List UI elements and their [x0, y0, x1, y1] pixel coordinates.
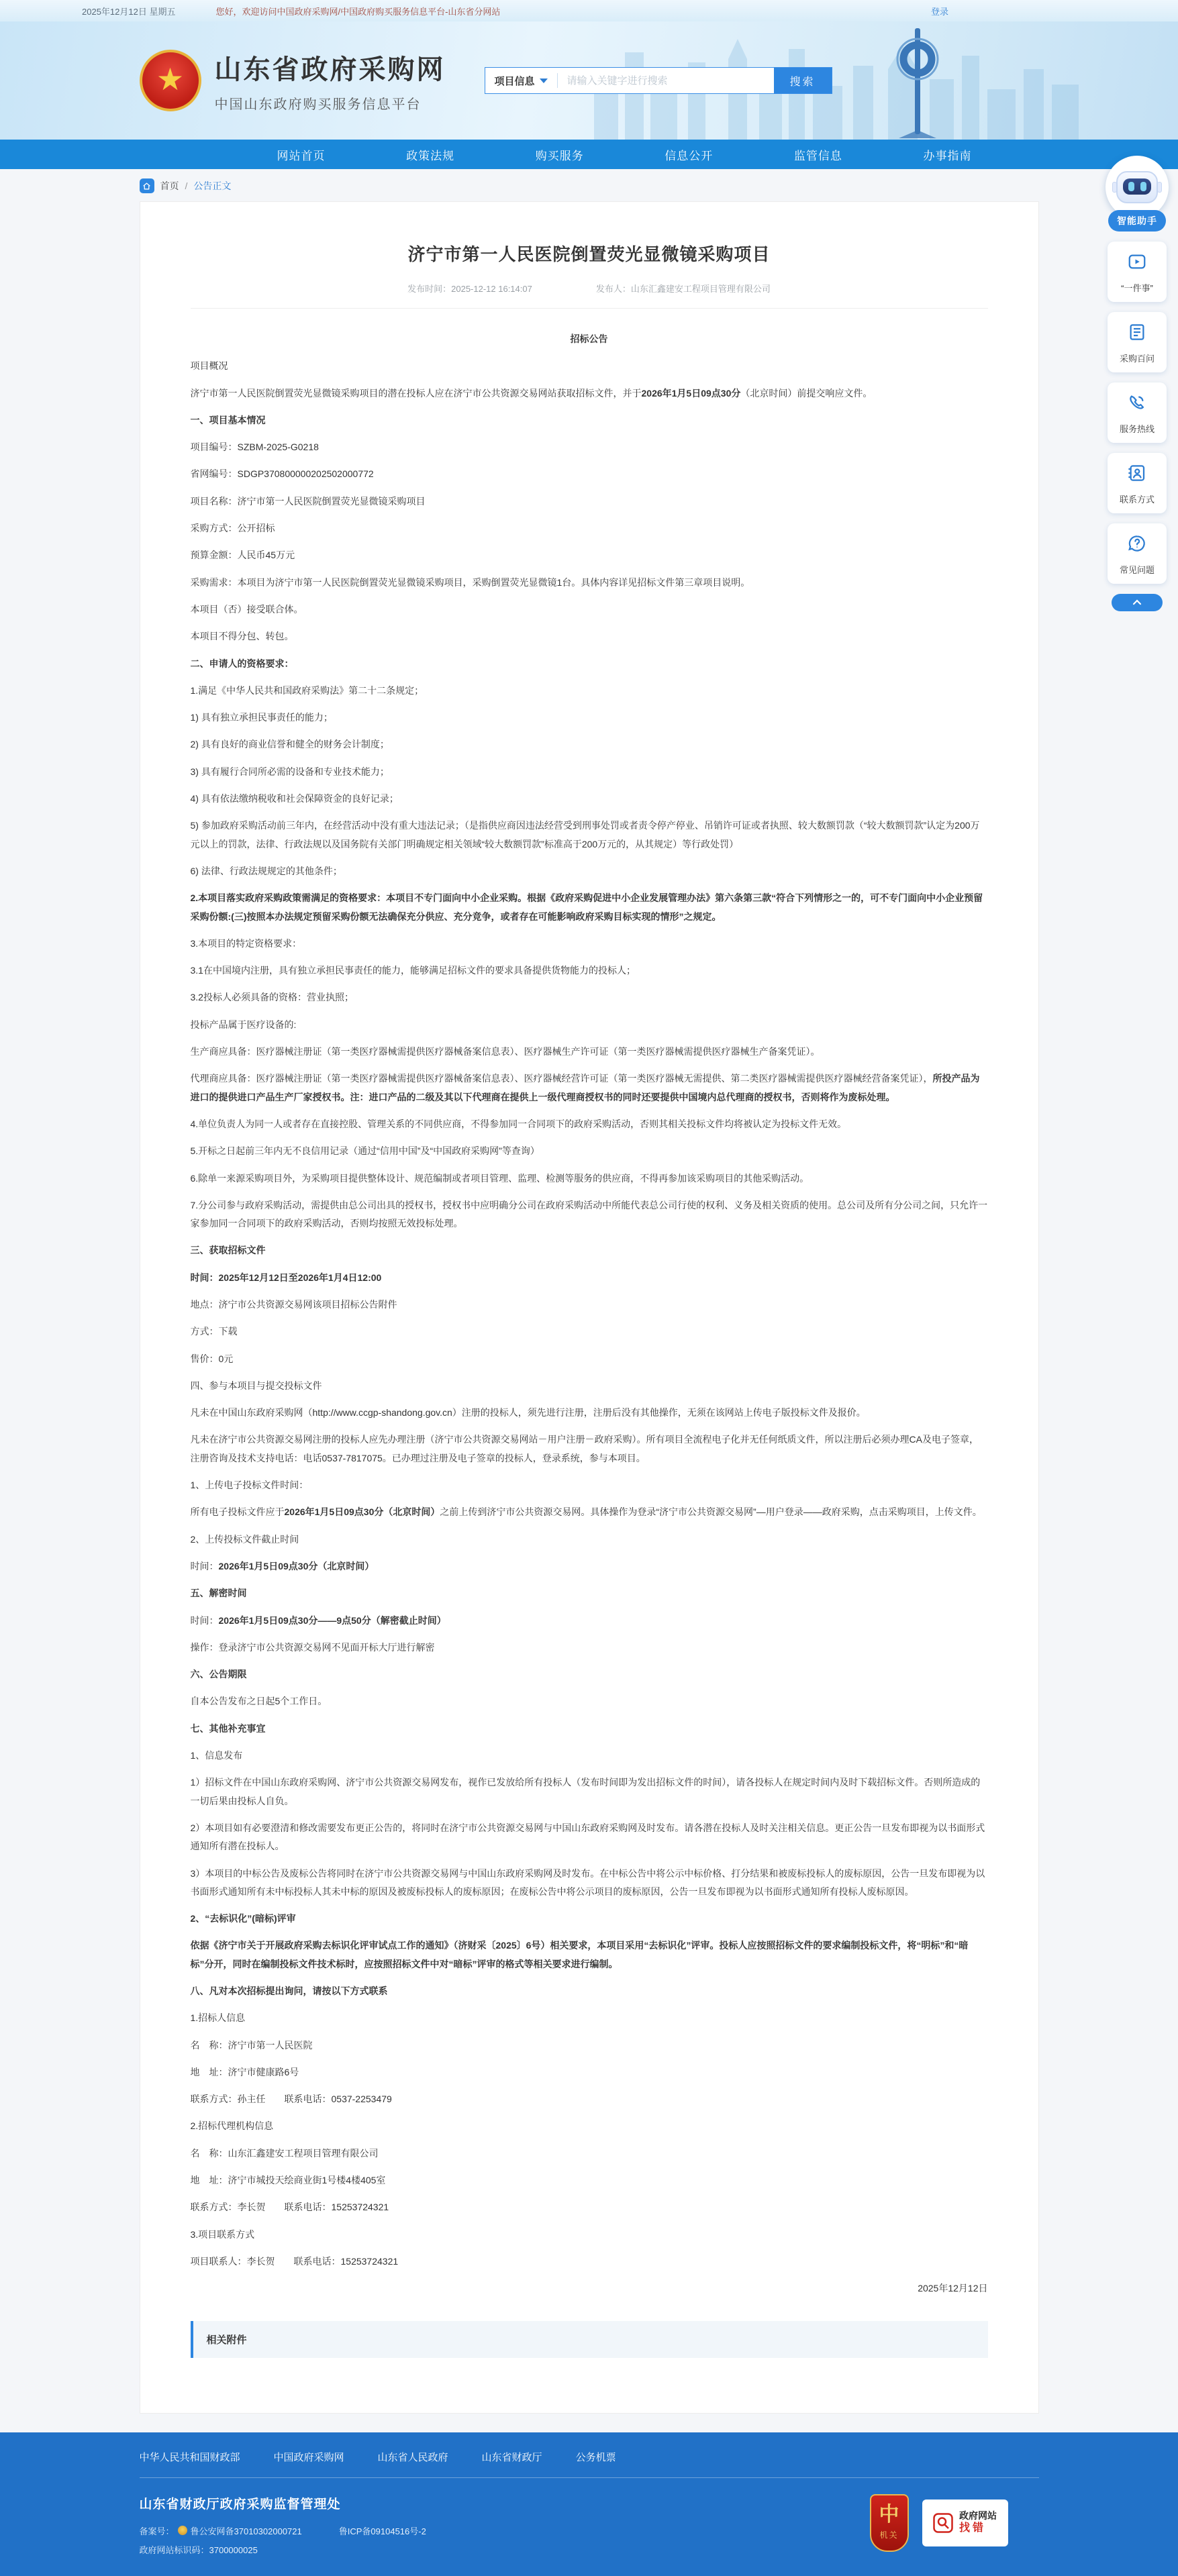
beian-label: 备案号：: [139, 2526, 175, 2536]
article-paragraph: 自本公告发布之日起5个工作日。: [190, 1696, 328, 1707]
article-paragraph: 3.2投标人必须具备的资格：营业执照；: [190, 992, 354, 1003]
article-paragraph: 八、凡对本次招标提出询问，请按以下方式联系: [190, 1986, 388, 1996]
article-paragraph: 凡未在中国山东政府采购网（http://www.ccgp-shandong.gov.cn）注册的投标人，须先进行注册，注册后没有其他操作，无须在该网站上传电子版投标文件及报价。: [190, 1407, 866, 1419]
article-paragraph: 代理商应具备：医疗器械注册证（第一类医疗器械需提供医疗器械备案信息表）、医疗器械经营许可证（第一类医疗器械无需提供、第二类医疗器械需提供医疗器械经营备案凭证），所投产品为进口的提供进口产品生产厂家授权书。注：进口产品的二级及其以下代理商在提供上一级代理商授权书的同时还要提供中国境内总代理商的授权书，否则将作为废标处理。: [190, 1073, 980, 1102]
publisher: 发布人：山东汇鑫建安工程项目管理有限公司: [595, 284, 771, 294]
footer-link[interactable]: 中华人民共和国财政部: [139, 2451, 240, 2463]
footer-link[interactable]: 中国政府采购网: [273, 2451, 344, 2463]
sidebar-card-question[interactable]: [1108, 523, 1167, 584]
article-paragraph: 四、参与本项目与提交投标文件: [190, 1380, 322, 1391]
article-paragraph: 六、公告期限: [190, 1669, 247, 1680]
article-paragraph: 本项目不得分包、转包。: [190, 631, 294, 642]
sidebar-card-label: 服务热线: [1119, 424, 1155, 434]
sidebar-card-document[interactable]: [1108, 312, 1167, 372]
article-paragraph: 地 址：济宁市健康路6号: [190, 2066, 299, 2077]
article-paragraph: 1）招标文件在中国山东政府采购网、济宁市公共资源交易网发布，视作已发放给所有投标人（发布时间即为发出招标文件的时间），请各投标人在规定时间内及时下载招标文件。否则所造成的一切后果由投标人自负。: [190, 1777, 981, 1806]
article-paragraph: 2025年12月12日: [918, 2283, 988, 2294]
article-paragraph: 投标产品属于医疗设备的:: [190, 1019, 297, 1030]
video-icon: [1127, 252, 1147, 275]
robot-icon: [1116, 171, 1158, 203]
site-header: [0, 21, 1178, 140]
site-footer: [0, 2432, 1178, 2576]
article-paragraph: 时间：2025年12月12日至2026年1月4日12:00: [190, 1272, 382, 1283]
welcome-text: 您好，欢迎访问中国政府采购网/中国政府购买服务信息平台-山东省分网站: [215, 6, 501, 17]
article-paragraph: 2、上传投标文件截止时间: [190, 1533, 299, 1545]
article-paragraph: 1、上传电子投标文件时间：: [190, 1480, 309, 1491]
sidebar-card-label: 常见问题: [1119, 565, 1155, 575]
article-paragraph: 6) 法律、行政法规规定的其他条件；: [190, 865, 342, 876]
magnifier-icon: [933, 2513, 953, 2533]
main-nav: [140, 140, 1039, 169]
main-nav-bar: [0, 140, 1178, 169]
sidebar-card-phone[interactable]: [1108, 382, 1167, 443]
related-attachments-title: 相关附件: [206, 2334, 247, 2346]
topbar: [0, 0, 1178, 21]
chevron-down-icon: [540, 79, 548, 83]
footer-department: 山东省财政厅政府采购监督管理处: [139, 2497, 341, 2512]
announcement-card: [140, 201, 1039, 2414]
current-date: 2025年12月12日 星期五: [82, 6, 176, 17]
article-paragraph: 方式：下载: [190, 1326, 238, 1337]
phone-icon: [1127, 393, 1147, 416]
article-paragraph: 所有电子投标文件应于2026年1月5日09点30分（北京时间）之前上传到济宁市公共资源交易网。具体操作为登录“济宁市公共资源交易网”—用户登录——政府采购，点击采购项目，上传文件。: [190, 1506, 982, 1518]
article-paragraph: 时间：2026年1月5日09点30分（北京时间）: [190, 1560, 375, 1572]
question-icon: [1127, 533, 1147, 557]
article-paragraph: 2) 具有良好的商业信誉和健全的财务会计制度；: [190, 739, 389, 750]
article-paragraph: 时间：2026年1月5日09点30分——9点50分（解密截止时间）: [190, 1614, 446, 1626]
article-paragraph: 3.本项目的特定资格要求：: [190, 937, 302, 949]
article-paragraph: 联系方式：孙主任 联系电话：0537-2253479: [190, 2094, 392, 2105]
article-paragraph: 3.1在中国境内注册，具有独立承担民事责任的能力，能够满足招标文件的要求具备提供货物能力的投标人；: [190, 965, 636, 976]
footer-badges: [870, 2494, 1008, 2552]
article-paragraph: 4.单位负责人为同一人或者存在直接控股、管理关系的不同供应商，不得参加同一合同项下的政府采购活动，否则其相关投标文件均将被认定为投标文件无效。: [190, 1118, 847, 1129]
find-error-bottom-text: 找错: [959, 2522, 987, 2534]
article-paragraph: 省网编号：SDGP370800000202502000772: [190, 468, 374, 480]
article-paragraph: 1、信息发布: [190, 1750, 243, 1761]
article-paragraph: 3）本项目的中标公告及废标公告将同时在济宁市公共资源交易网与中国山东政府采购网及时发布。在中标公告中将公示中标价格、打分结果和被废标投标人的废标原因，公告一旦发布即视为以书面形式通知所有未中标投标人其未中标的原因及被废标投标人的废标原因；在废标公告中将公示项目的废标原因，公告一旦发布即视为以书面形式通知所有投标人废标原因。: [190, 1867, 985, 1897]
article-paragraph: 本项目（否）接受联合体。: [190, 603, 303, 615]
article-paragraph: 生产商应具备：医疗器械注册证（第一类医疗器械需提供医疗器械备案信息表）、医疗器械生产许可证（第一类医疗器械需提供医疗器械生产备案凭证）。: [190, 1046, 820, 1058]
article-paragraph: 五、解密时间: [190, 1588, 247, 1599]
nav-item[interactable]: 政策法规: [406, 149, 455, 162]
related-attachments-section: [191, 2321, 988, 2358]
site-title: 山东省政府采购网: [214, 55, 446, 85]
search-category-dropdown[interactable]: [485, 74, 557, 88]
organ-badge-glyph: 中: [879, 2504, 899, 2526]
search-category-label: 项目信息: [494, 75, 535, 87]
nav-item[interactable]: 办事指南: [923, 149, 972, 162]
article-paragraph: 3) 具有履行合同所必需的设备和专业技术能力；: [190, 766, 389, 777]
floating-sidebar: [1101, 156, 1173, 611]
national-emblem-logo: [140, 50, 201, 111]
nav-item[interactable]: 信息公开: [665, 149, 714, 162]
article-paragraph: 1.招标人信息: [190, 2012, 246, 2024]
article-paragraph: 联系方式：李长贺 联系电话：15253724321: [190, 2202, 389, 2213]
site-code: 3700000025: [209, 2544, 258, 2555]
nav-item[interactable]: 网站首页: [277, 149, 326, 162]
footer-links: [140, 2450, 1039, 2464]
organ-badge-label: 机关: [879, 2530, 899, 2540]
police-beian-number: 鲁公安网备37010302000721: [190, 2526, 302, 2536]
footer-link[interactable]: 山东省财政厅: [481, 2451, 542, 2463]
article-paragraph: 操作：登录济宁市公共资源交易网不见面开标大厅进行解密: [190, 1641, 435, 1653]
assistant-robot-avatar[interactable]: [1106, 156, 1169, 219]
article-paragraph: 招标公告: [570, 333, 608, 344]
article-paragraph: 3.项目联系方式: [190, 2228, 255, 2240]
sidebar-card-label: “一件事”: [1121, 283, 1153, 293]
article-paragraph: 6.除单一来源采购项目外，为采购项目提供整体设计、规范编制或者项目管理、监理、检测等服务的供应商，不得再参加该采购项目的其他采购活动。: [190, 1172, 809, 1184]
article-paragraph: 项目编号：SZBM-2025-G0218: [190, 442, 319, 453]
article-paragraph: 5.开标之日起前三年内无不良信用记录（通过“信用中国”及“中国政府采购网”等查询）: [190, 1145, 540, 1157]
article-paragraph: 名 称：山东汇鑫建安工程项目管理有限公司: [190, 2147, 379, 2159]
login-link[interactable]: 登录: [930, 6, 948, 17]
sidebar-card-video[interactable]: [1108, 242, 1167, 302]
article-paragraph: 2.本项目落实政府采购政策需满足的资格要求：本项目不专门面向中小企业采购。根据《政府采购促进中小企业发展管理办法》第六条第三款“符合下列情形之一的，可不专门面向中小企业预留采购份额:(三)按照本办法规定预留采购份额无法确保充分供应、充分竞争，或者存在可能影响政府采购目标实现的情形”之规定。: [190, 892, 983, 922]
article-paragraph: 依据《济宁市关于开展政府采购去标识化评审试点工作的通知》（济财采〔2025〕6号）相关要求，本项目采用“去标识化”评审。投标人应按照招标文件的要求编制投标文件，将“明标”和“暗标”分开，同时在编制投标文件技术标时，应按照招标文件中对“暗标”评审的格式等相关要求进行编制。: [190, 1940, 969, 1969]
footer-link[interactable]: 公务机票: [575, 2451, 616, 2463]
chevron-up-icon: [1130, 596, 1144, 609]
icp-number: 鲁ICP备09104516号-2: [338, 2526, 426, 2536]
article-paragraph: 4) 具有依法缴纳税收和社会保障资金的良好记录；: [190, 793, 399, 805]
sidebar-card-label: 采购百问: [1119, 354, 1155, 364]
home-icon[interactable]: [140, 178, 154, 193]
article-paragraph: 二、申请人的资格要求：: [190, 658, 294, 669]
article-paragraph: 项目名称：济宁市第一人民医院倒置荧光显微镜采购项目: [190, 495, 426, 507]
article-paragraph: 售价：0元: [190, 1353, 234, 1364]
article-paragraph: 地 址：济宁市城投天绘商业街1号楼4楼405室: [190, 2175, 386, 2186]
search-input[interactable]: [558, 75, 774, 87]
site-subtitle: 中国山东政府购买服务信息平台: [214, 97, 422, 112]
find-error-top-text: 政府网站: [959, 2510, 997, 2521]
article-paragraph: 1) 具有独立承担民事责任的能力；: [190, 712, 333, 723]
article-paragraph: 七、其他补充事宜: [190, 1722, 266, 1734]
contact-icon: [1127, 463, 1147, 486]
breadcrumb: [140, 178, 1039, 193]
publish-time: 发布时间：2025-12-12 16:14:07: [407, 284, 532, 294]
page-title: 济宁市第一人民医院倒置荧光显微镜采购项目: [407, 244, 771, 264]
government-organ-badge[interactable]: [870, 2494, 909, 2552]
breadcrumb-separator: /: [185, 181, 188, 191]
attachments-spacer: [191, 2358, 988, 2382]
search-box: [485, 67, 832, 94]
article-paragraph: 三、获取招标文件: [190, 1245, 266, 1256]
article-paragraph: 地点：济宁市公共资源交易网该项目招标公告附件: [190, 1298, 397, 1310]
emblem-star-icon: ★: [156, 62, 185, 97]
article-paragraph: 济宁市第一人民医院倒置荧光显微镜采购项目的潜在投标人应在济宁市公共资源交易网站获取招标文件，并于2026年1月5日09点30分（北京时间）前提交响应文件。: [190, 387, 873, 399]
article-paragraph: 采购方式：公开招标: [190, 523, 275, 534]
article-paragraph: 2、“去标识化”(暗标)评审: [190, 1913, 296, 1924]
article-paragraph: 预算金额：人民币45万元: [190, 550, 295, 561]
nav-item[interactable]: 监管信息: [793, 149, 842, 162]
article-paragraph: 1.满足《中华人民共和国政府采购法》第二十二条规定；: [190, 684, 424, 696]
footer-divider: [140, 2477, 1039, 2478]
article-paragraph: 7.分公司参与政府采购活动，需提供由总公司出具的授权书，授权书中应明确分公司在政府采购活动中所能代表总公司行使的权利、义务及相关资质的使用。总公司及所有分公司之间，只允许一家参加同一合同项下的政府采购活动，否则均按照无效投标处理。: [190, 1199, 988, 1229]
article-paragraph: 5) 参加政府采购活动前三年内，在经营活动中没有重大违法记录；（是指供应商因违法经营受到刑事处罚或者责令停产停业、吊销许可证或者执照、较大数额罚款（“较大数额罚款”认定为200万元以上的罚款，法律、行政法规以及国务院有关部门明确规定相关领域“较大数额罚款”标准高于200万元的，从其规定）等行政处罚）: [190, 820, 980, 849]
article-paragraph: 采购需求：本项目为济宁市第一人民医院倒置荧光显微镜采购项目，采购倒置荧光显微镜1台。具体内容详见招标文件第三章项目说明。: [190, 576, 750, 588]
sidebar-card-label: 联系方式: [1119, 495, 1155, 505]
article-meta: [191, 282, 988, 309]
search-button[interactable]: 搜索: [774, 67, 832, 94]
nav-item[interactable]: 购买服务: [535, 149, 584, 162]
back-to-top-button[interactable]: [1112, 594, 1163, 611]
breadcrumb-current: 公告正文: [193, 181, 232, 191]
assistant-label[interactable]: 智能助手: [1108, 210, 1166, 231]
article-paragraph: 名 称：济宁市第一人民医院: [190, 2039, 313, 2051]
document-icon: [1127, 322, 1147, 346]
article-paragraph: 项目概况: [190, 360, 228, 372]
site-code-label: 政府网站标识码：: [139, 2544, 209, 2555]
find-error-badge[interactable]: [922, 2500, 1008, 2546]
sidebar-card-contact[interactable]: [1108, 453, 1167, 513]
article-paragraph: 项目联系人：李长贺 联系电话：15253724321: [190, 2255, 399, 2267]
article-paragraph: 凡未在济宁市公共资源交易网注册的投标人应先办理注册（济宁市公共资源交易网站－用户注册－政府采购）。所有项目全流程电子化并无任何纸质文件，所以注册后必须办理CA及电子签章，注册咨询及技术支持电话：电话0537-7817075。已办理过注册及电子签章的投标人，登录系统，参与本项目。: [190, 1434, 979, 1463]
article-body: [191, 330, 988, 2298]
footer-link[interactable]: 山东省人民政府: [377, 2451, 448, 2463]
article-paragraph: 2）本项目如有必要澄清和修改需要发布更正公告的，将同时在济宁市公共资源交易网与中国山东政府采购网及时发布。请各潜在投标人及时关注相关信息。更正公告一旦发布即视为以书面形式通知所有潜在投标人。: [190, 1822, 985, 1852]
breadcrumb-home-link[interactable]: 首页: [160, 181, 179, 191]
police-badge-icon: [178, 2526, 187, 2535]
article-paragraph: 一、项目基本情况: [190, 414, 266, 425]
article-paragraph: 2.招标代理机构信息: [190, 2120, 274, 2132]
